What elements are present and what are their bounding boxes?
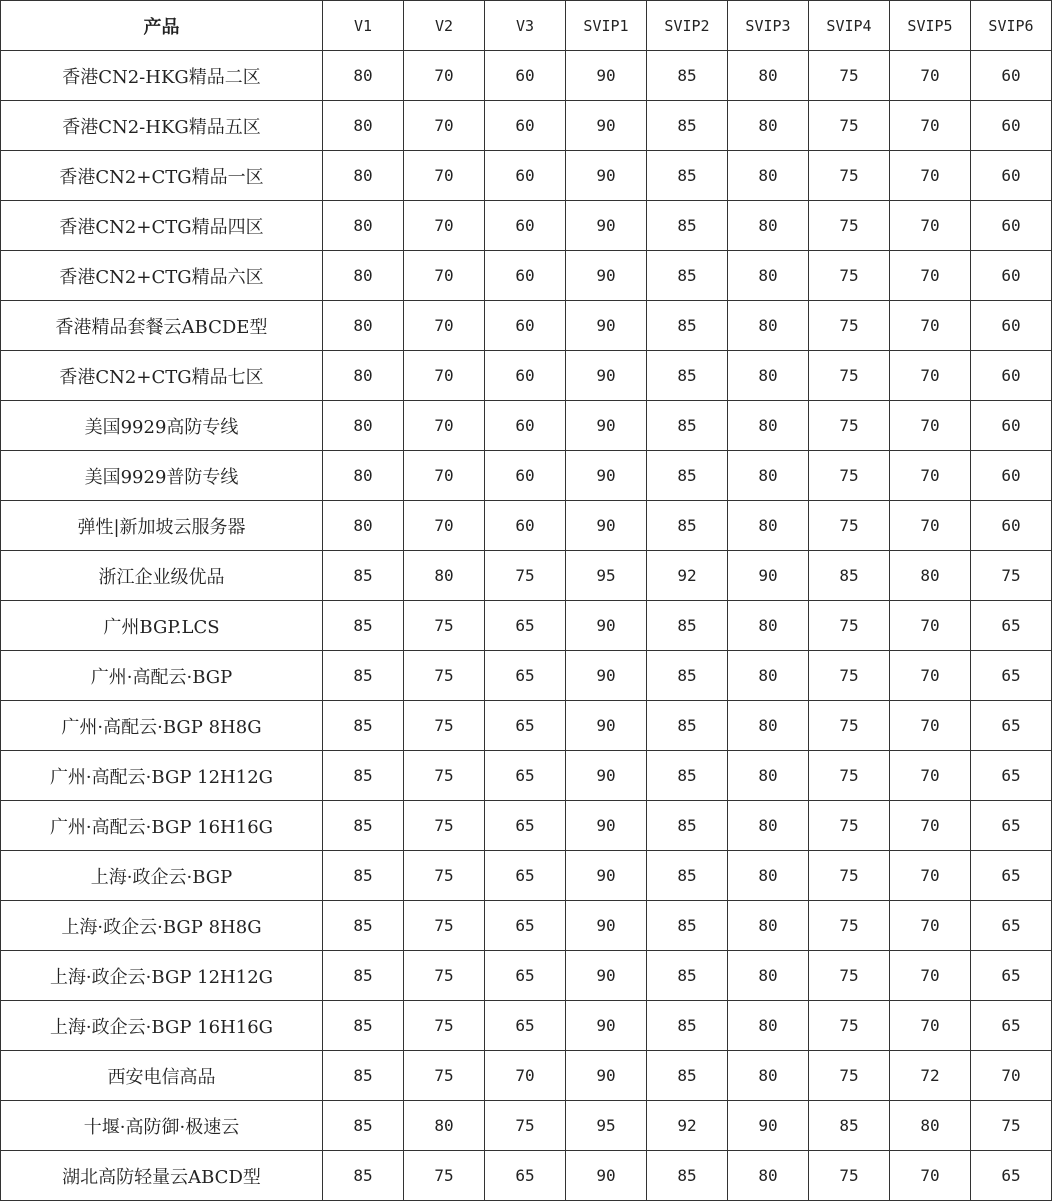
discount-cell-svip2: 85 <box>647 351 728 401</box>
discount-cell-svip5: 70 <box>890 451 971 501</box>
discount-cell-svip4: 75 <box>809 151 890 201</box>
discount-cell-svip2: 85 <box>647 251 728 301</box>
product-name-cell: 广州·高配云·BGP <box>1 651 323 701</box>
discount-cell-svip4: 75 <box>809 951 890 1001</box>
discount-cell-svip2: 85 <box>647 651 728 701</box>
discount-cell-v3: 60 <box>485 451 566 501</box>
discount-cell-svip3: 80 <box>728 1001 809 1051</box>
discount-cell-v1: 80 <box>323 151 404 201</box>
column-header-svip2: SVIP2 <box>647 1 728 51</box>
discount-cell-v1: 85 <box>323 1151 404 1201</box>
column-header-svip6: SVIP6 <box>971 1 1052 51</box>
discount-cell-svip3: 80 <box>728 851 809 901</box>
discount-cell-v3: 65 <box>485 1151 566 1201</box>
discount-cell-svip5: 70 <box>890 901 971 951</box>
discount-cell-v3: 65 <box>485 701 566 751</box>
table-row <box>1 1001 1052 1051</box>
table-row <box>1 351 1052 401</box>
discount-cell-v2: 75 <box>404 951 485 1001</box>
table-row <box>1 501 1052 551</box>
discount-cell-v2: 70 <box>404 501 485 551</box>
discount-cell-svip6: 70 <box>971 1051 1052 1101</box>
discount-cell-svip5: 80 <box>890 1101 971 1151</box>
discount-cell-svip4: 75 <box>809 851 890 901</box>
discount-cell-svip1: 90 <box>566 301 647 351</box>
discount-cell-svip5: 80 <box>890 551 971 601</box>
discount-cell-svip6: 65 <box>971 751 1052 801</box>
table-row <box>1 601 1052 651</box>
discount-cell-svip1: 95 <box>566 1101 647 1151</box>
discount-cell-v3: 65 <box>485 851 566 901</box>
discount-cell-svip6: 65 <box>971 1001 1052 1051</box>
discount-cell-svip3: 80 <box>728 1051 809 1101</box>
discount-cell-svip2: 85 <box>647 51 728 101</box>
discount-cell-v3: 65 <box>485 1001 566 1051</box>
discount-cell-svip5: 70 <box>890 351 971 401</box>
discount-cell-svip5: 70 <box>890 401 971 451</box>
discount-cell-svip1: 90 <box>566 201 647 251</box>
discount-cell-svip5: 70 <box>890 951 971 1001</box>
discount-cell-v1: 80 <box>323 401 404 451</box>
discount-cell-svip3: 80 <box>728 351 809 401</box>
discount-cell-svip6: 65 <box>971 651 1052 701</box>
discount-cell-svip2: 85 <box>647 151 728 201</box>
discount-cell-svip3: 80 <box>728 151 809 201</box>
discount-cell-v2: 75 <box>404 701 485 751</box>
discount-cell-v2: 70 <box>404 451 485 501</box>
discount-cell-v2: 70 <box>404 251 485 301</box>
discount-cell-svip2: 85 <box>647 751 728 801</box>
product-name-cell: 广州·高配云·BGP 8H8G <box>1 701 323 751</box>
discount-cell-svip4: 75 <box>809 1001 890 1051</box>
table-row <box>1 1101 1052 1151</box>
discount-cell-svip6: 60 <box>971 251 1052 301</box>
product-name-cell: 香港精品套餐云ABCDE型 <box>1 301 323 351</box>
discount-cell-svip5: 70 <box>890 201 971 251</box>
discount-cell-v3: 60 <box>485 351 566 401</box>
product-name-cell: 上海·政企云·BGP 16H16G <box>1 1001 323 1051</box>
product-name-cell: 香港CN2+CTG精品七区 <box>1 351 323 401</box>
discount-cell-v2: 75 <box>404 1151 485 1201</box>
discount-cell-v1: 85 <box>323 801 404 851</box>
discount-cell-v3: 60 <box>485 101 566 151</box>
column-header-svip4: SVIP4 <box>809 1 890 51</box>
discount-cell-svip1: 90 <box>566 601 647 651</box>
column-header-svip5: SVIP5 <box>890 1 971 51</box>
product-name-cell: 香港CN2-HKG精品二区 <box>1 51 323 101</box>
discount-cell-svip1: 90 <box>566 1001 647 1051</box>
discount-cell-v1: 85 <box>323 751 404 801</box>
discount-cell-svip2: 85 <box>647 451 728 501</box>
discount-cell-v1: 80 <box>323 501 404 551</box>
discount-cell-svip3: 80 <box>728 501 809 551</box>
discount-cell-v2: 70 <box>404 151 485 201</box>
discount-cell-v2: 75 <box>404 1001 485 1051</box>
column-header-v3: V3 <box>485 1 566 51</box>
discount-cell-svip2: 85 <box>647 301 728 351</box>
discount-cell-v3: 75 <box>485 551 566 601</box>
discount-cell-svip5: 72 <box>890 1051 971 1101</box>
discount-cell-svip1: 90 <box>566 951 647 1001</box>
discount-cell-svip6: 75 <box>971 551 1052 601</box>
discount-cell-v2: 75 <box>404 601 485 651</box>
discount-cell-svip4: 75 <box>809 101 890 151</box>
discount-cell-svip5: 70 <box>890 301 971 351</box>
table-row <box>1 151 1052 201</box>
discount-cell-svip3: 80 <box>728 701 809 751</box>
discount-cell-v1: 80 <box>323 201 404 251</box>
discount-cell-svip4: 85 <box>809 551 890 601</box>
discount-cell-v2: 75 <box>404 1051 485 1101</box>
discount-cell-v1: 80 <box>323 301 404 351</box>
discount-cell-svip1: 90 <box>566 151 647 201</box>
discount-cell-svip6: 60 <box>971 151 1052 201</box>
discount-cell-svip6: 65 <box>971 1151 1052 1201</box>
discount-cell-svip2: 85 <box>647 801 728 851</box>
discount-cell-svip5: 70 <box>890 601 971 651</box>
discount-cell-svip6: 60 <box>971 51 1052 101</box>
table-header-row <box>1 1 1052 51</box>
table-row <box>1 751 1052 801</box>
product-name-cell: 十堰·高防御·极速云 <box>1 1101 323 1151</box>
discount-cell-svip3: 80 <box>728 201 809 251</box>
product-name-cell: 浙江企业级优品 <box>1 551 323 601</box>
discount-cell-svip5: 70 <box>890 851 971 901</box>
table-row <box>1 901 1052 951</box>
discount-cell-svip6: 60 <box>971 301 1052 351</box>
discount-cell-svip1: 90 <box>566 251 647 301</box>
discount-cell-v3: 65 <box>485 951 566 1001</box>
discount-cell-v3: 60 <box>485 401 566 451</box>
discount-cell-svip6: 60 <box>971 451 1052 501</box>
discount-cell-svip6: 65 <box>971 901 1052 951</box>
discount-cell-svip2: 92 <box>647 551 728 601</box>
discount-cell-svip1: 90 <box>566 701 647 751</box>
discount-cell-svip1: 90 <box>566 101 647 151</box>
product-name-cell: 广州·高配云·BGP 12H12G <box>1 751 323 801</box>
product-name-cell: 美国9929普防专线 <box>1 451 323 501</box>
discount-cell-svip2: 85 <box>647 101 728 151</box>
discount-cell-svip4: 75 <box>809 301 890 351</box>
discount-cell-svip5: 70 <box>890 801 971 851</box>
discount-cell-svip2: 85 <box>647 901 728 951</box>
discount-cell-svip5: 70 <box>890 101 971 151</box>
discount-cell-v3: 65 <box>485 901 566 951</box>
discount-cell-svip5: 70 <box>890 501 971 551</box>
column-header-v2: V2 <box>404 1 485 51</box>
discount-cell-svip2: 85 <box>647 601 728 651</box>
discount-cell-svip3: 80 <box>728 1151 809 1201</box>
discount-cell-v3: 65 <box>485 651 566 701</box>
discount-cell-svip3: 90 <box>728 1101 809 1151</box>
discount-cell-svip6: 65 <box>971 951 1052 1001</box>
product-name-cell: 上海·政企云·BGP 8H8G <box>1 901 323 951</box>
discount-cell-svip4: 75 <box>809 351 890 401</box>
discount-cell-v1: 85 <box>323 601 404 651</box>
discount-cell-v1: 80 <box>323 451 404 501</box>
column-header-v1: V1 <box>323 1 404 51</box>
discount-cell-svip3: 80 <box>728 801 809 851</box>
table-row <box>1 651 1052 701</box>
discount-cell-v1: 85 <box>323 951 404 1001</box>
discount-cell-svip4: 75 <box>809 651 890 701</box>
discount-cell-v2: 75 <box>404 801 485 851</box>
discount-cell-v2: 75 <box>404 751 485 801</box>
discount-cell-svip3: 80 <box>728 451 809 501</box>
discount-cell-svip2: 85 <box>647 401 728 451</box>
discount-cell-svip4: 75 <box>809 1151 890 1201</box>
discount-cell-svip4: 75 <box>809 751 890 801</box>
discount-cell-svip4: 75 <box>809 451 890 501</box>
discount-cell-svip5: 70 <box>890 51 971 101</box>
table-row <box>1 251 1052 301</box>
discount-cell-svip1: 90 <box>566 1151 647 1201</box>
discount-cell-svip1: 95 <box>566 551 647 601</box>
table-row <box>1 451 1052 501</box>
discount-cell-svip3: 80 <box>728 751 809 801</box>
discount-cell-svip2: 85 <box>647 501 728 551</box>
discount-cell-v2: 75 <box>404 851 485 901</box>
discount-cell-svip5: 70 <box>890 651 971 701</box>
table-row <box>1 701 1052 751</box>
discount-cell-svip4: 75 <box>809 401 890 451</box>
discount-cell-svip3: 80 <box>728 901 809 951</box>
discount-cell-svip3: 80 <box>728 251 809 301</box>
discount-cell-svip1: 90 <box>566 51 647 101</box>
discount-cell-svip2: 85 <box>647 701 728 751</box>
discount-cell-svip6: 60 <box>971 201 1052 251</box>
discount-cell-svip5: 70 <box>890 151 971 201</box>
table-row <box>1 951 1052 1001</box>
discount-cell-v3: 75 <box>485 1101 566 1151</box>
discount-cell-svip2: 92 <box>647 1101 728 1151</box>
discount-cell-v3: 65 <box>485 751 566 801</box>
product-name-cell: 上海·政企云·BGP <box>1 851 323 901</box>
discount-cell-svip4: 75 <box>809 601 890 651</box>
discount-cell-v1: 80 <box>323 51 404 101</box>
discount-cell-svip6: 60 <box>971 351 1052 401</box>
discount-cell-svip3: 90 <box>728 551 809 601</box>
discount-cell-svip5: 70 <box>890 701 971 751</box>
table-row <box>1 1151 1052 1201</box>
discount-cell-svip6: 75 <box>971 1101 1052 1151</box>
table-row <box>1 851 1052 901</box>
discount-cell-v3: 60 <box>485 501 566 551</box>
discount-cell-v3: 60 <box>485 51 566 101</box>
discount-cell-svip3: 80 <box>728 101 809 151</box>
discount-cell-svip3: 80 <box>728 51 809 101</box>
discount-cell-svip4: 75 <box>809 501 890 551</box>
discount-cell-v2: 70 <box>404 201 485 251</box>
discount-cell-v1: 85 <box>323 1051 404 1101</box>
discount-cell-svip2: 85 <box>647 851 728 901</box>
product-name-cell: 西安电信高品 <box>1 1051 323 1101</box>
discount-cell-svip6: 60 <box>971 501 1052 551</box>
table-row <box>1 51 1052 101</box>
discount-cell-v1: 85 <box>323 701 404 751</box>
discount-cell-v2: 70 <box>404 351 485 401</box>
discount-cell-svip3: 80 <box>728 401 809 451</box>
discount-cell-v2: 70 <box>404 401 485 451</box>
discount-cell-svip1: 90 <box>566 851 647 901</box>
product-name-cell: 广州·高配云·BGP 16H16G <box>1 801 323 851</box>
table-row <box>1 801 1052 851</box>
product-name-cell: 香港CN2+CTG精品六区 <box>1 251 323 301</box>
product-name-cell: 上海·政企云·BGP 12H12G <box>1 951 323 1001</box>
discount-cell-v3: 70 <box>485 1051 566 1101</box>
discount-cell-svip6: 65 <box>971 601 1052 651</box>
discount-cell-svip1: 90 <box>566 1051 647 1101</box>
discount-cell-svip5: 70 <box>890 751 971 801</box>
discount-cell-svip6: 60 <box>971 401 1052 451</box>
discount-cell-svip6: 65 <box>971 851 1052 901</box>
discount-cell-svip4: 75 <box>809 51 890 101</box>
discount-cell-v1: 85 <box>323 1101 404 1151</box>
discount-cell-svip1: 90 <box>566 751 647 801</box>
discount-cell-svip2: 85 <box>647 201 728 251</box>
table-row <box>1 301 1052 351</box>
discount-cell-svip6: 65 <box>971 801 1052 851</box>
discount-cell-svip5: 70 <box>890 1001 971 1051</box>
discount-cell-svip5: 70 <box>890 1151 971 1201</box>
discount-cell-svip1: 90 <box>566 451 647 501</box>
table-row <box>1 551 1052 601</box>
discount-cell-svip4: 75 <box>809 801 890 851</box>
discount-cell-v3: 60 <box>485 251 566 301</box>
discount-cell-v2: 80 <box>404 1101 485 1151</box>
discount-cell-svip3: 80 <box>728 951 809 1001</box>
product-name-cell: 弹性|新加坡云服务器 <box>1 501 323 551</box>
product-name-cell: 香港CN2-HKG精品五区 <box>1 101 323 151</box>
discount-cell-svip4: 75 <box>809 201 890 251</box>
discount-cell-svip2: 85 <box>647 1151 728 1201</box>
discount-cell-svip4: 75 <box>809 251 890 301</box>
discount-cell-svip2: 85 <box>647 951 728 1001</box>
discount-cell-v1: 85 <box>323 851 404 901</box>
product-name-cell: 广州BGP.LCS <box>1 601 323 651</box>
discount-cell-svip5: 70 <box>890 251 971 301</box>
discount-cell-svip4: 75 <box>809 901 890 951</box>
column-header-svip3: SVIP3 <box>728 1 809 51</box>
product-name-cell: 香港CN2+CTG精品一区 <box>1 151 323 201</box>
table-row <box>1 1051 1052 1101</box>
discount-cell-v2: 75 <box>404 901 485 951</box>
discount-cell-v1: 80 <box>323 251 404 301</box>
discount-cell-v1: 85 <box>323 651 404 701</box>
discount-cell-v1: 85 <box>323 1001 404 1051</box>
table-row <box>1 201 1052 251</box>
discount-cell-svip4: 85 <box>809 1101 890 1151</box>
discount-cell-v3: 65 <box>485 801 566 851</box>
discount-cell-svip1: 90 <box>566 651 647 701</box>
table-row <box>1 101 1052 151</box>
discount-cell-v1: 85 <box>323 551 404 601</box>
discount-cell-v3: 60 <box>485 301 566 351</box>
discount-cell-svip3: 80 <box>728 651 809 701</box>
discount-cell-svip4: 75 <box>809 701 890 751</box>
discount-cell-svip1: 90 <box>566 901 647 951</box>
discount-cell-v1: 80 <box>323 101 404 151</box>
column-header-product: 产品 <box>1 1 323 51</box>
discount-cell-svip3: 80 <box>728 601 809 651</box>
discount-cell-v3: 60 <box>485 201 566 251</box>
discount-cell-svip1: 90 <box>566 351 647 401</box>
discount-cell-svip3: 80 <box>728 301 809 351</box>
discount-cell-v2: 70 <box>404 301 485 351</box>
discount-cell-svip2: 85 <box>647 1051 728 1101</box>
column-header-svip1: SVIP1 <box>566 1 647 51</box>
discount-cell-v2: 70 <box>404 101 485 151</box>
discount-cell-svip1: 90 <box>566 801 647 851</box>
product-name-cell: 香港CN2+CTG精品四区 <box>1 201 323 251</box>
product-name-cell: 湖北高防轻量云ABCD型 <box>1 1151 323 1201</box>
discount-cell-v3: 65 <box>485 601 566 651</box>
discount-cell-svip1: 90 <box>566 501 647 551</box>
table-body <box>1 51 1052 1201</box>
discount-cell-v2: 70 <box>404 51 485 101</box>
product-name-cell: 美国9929高防专线 <box>1 401 323 451</box>
discount-cell-svip4: 75 <box>809 1051 890 1101</box>
discount-cell-v2: 75 <box>404 651 485 701</box>
table-row <box>1 401 1052 451</box>
discount-cell-v1: 80 <box>323 351 404 401</box>
discount-cell-svip6: 65 <box>971 701 1052 751</box>
discount-cell-svip1: 90 <box>566 401 647 451</box>
discount-cell-v3: 60 <box>485 151 566 201</box>
discount-cell-v2: 80 <box>404 551 485 601</box>
discount-cell-v1: 85 <box>323 901 404 951</box>
discount-cell-svip6: 60 <box>971 101 1052 151</box>
discount-cell-svip2: 85 <box>647 1001 728 1051</box>
